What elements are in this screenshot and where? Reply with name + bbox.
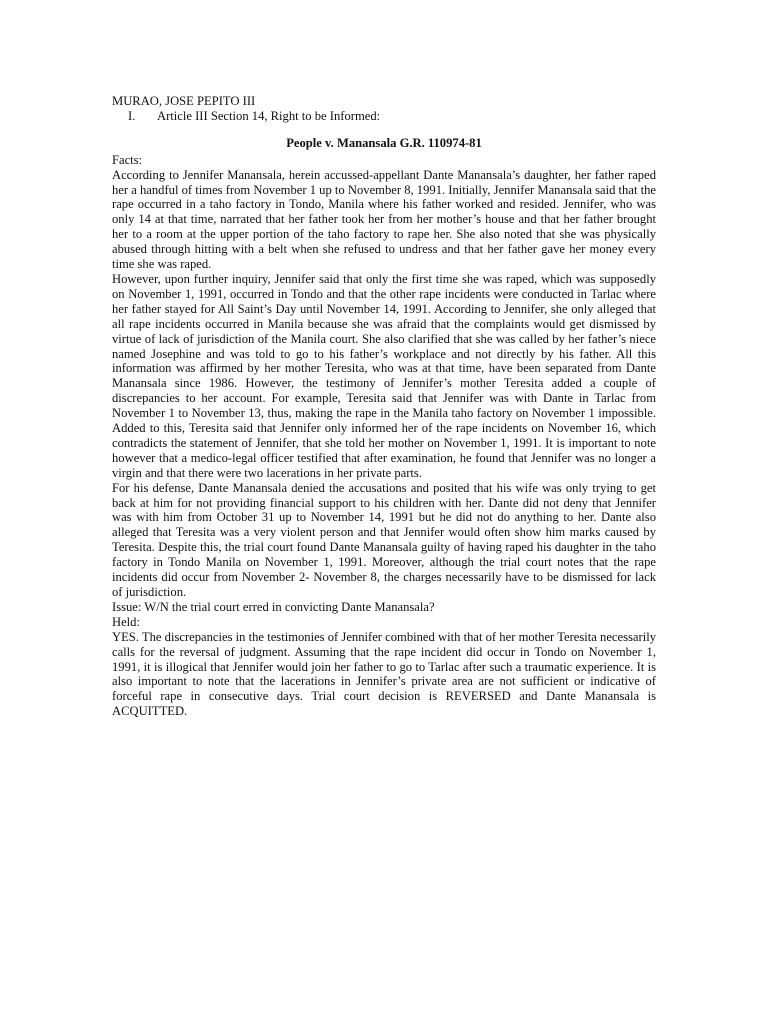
facts-paragraph: For his defense, Dante Manansala denied the accusations and posited that his wife was only trying to get back at him for not providing financial support to his children with her. Dante did not deny that Jennifer was with him from October 31 up to November 14, 1991 but he did not do anything to her. Dante also alleged that Teresita was a very violent person and that Jennifer would often show him marks caused by Teresita. Despite this, the trial court found Dante Manansala guilty of having raped his daughter in the taho factory in Tondo Manila on November 1, 1991. Moreover, although the trial court notes that the rape incidents did occur from November 2- November 8, the charges necessarily have to be dismissed for lack of jurisdiction.	[112, 480, 656, 599]
outline-text: Article III Section 14, Right to be Informed:	[157, 108, 381, 123]
case-title: People v. Manansala G.R. 110974-81	[286, 135, 482, 150]
document-content	[112, 94, 656, 719]
outline-number: I.	[128, 108, 136, 123]
facts-paragraph: However, upon further inquiry, Jennifer said that only the first time she was raped, which was supposedly on November 1, 1991, occurred in Tondo and that the other rape incidents were conducted in Tarlac where her father stayed for All Saint’s Day until November 14, 1991. According to Jennifer, she only alleged that all rape incidents occurred in Manila because she was afraid that the complaints would get dismissed by virtue of lack of jurisdiction of the Manila court. She also clarified that she was called by her father’s niece named Josephine and was told to go to his father’s workplace and not directly by his father. All this information was affirmed by her mother Teresita, who was at that time, have been separated from Dante Manansala since 1986. However, the testimony of Jennifer’s mother Teresita added a couple of discrepancies to her account. For example, Teresita said that Jennifer was with Dante in Tarlac from November 1 to November 13, thus, making the rape in the Manila taho factory on November 1 impossible. Added to this, Teresita said that Jennifer only informed her of the rape incidents on November 16, which contradicts the statement of Jennifer, that she told her mother on November 1, 1991. It is important to note however that a medico-legal officer testified that after examination, he found that Jennifer was no longer a virgin and that there were two lacerations in her private parts.	[112, 271, 656, 480]
facts-paragraph: According to Jennifer Manansala, herein accussed-appellant Dante Manansala’s daughter, her father raped her a handful of times from November 1 up to November 8, 1991. Initially, Jennifer Manansala said that the rape occurred in a taho factory in Tondo, Manila where his father worked and resided. Jennifer, who was only 14 at that time, narrated that her father took her from her mother’s house and that her father brought her to a room at the upper portion of the taho factory to rape her. She also noted that she was physically abused through hitting with a belt when she refused to undress and that her father gave her money every time she was raped.	[112, 167, 656, 272]
issue-line: Issue: W/N the trial court erred in convicting Dante Manansala?	[112, 599, 435, 614]
held-paragraph: YES. The discrepancies in the testimonies of Jennifer combined with that of her mother Teresita necessarily calls for the reversal of judgment. Assuming that the rape incident did occur in Tondo on November 1, 1991, it is illogical that Jennifer would join her father to go to Tarlac after such a traumatic experience. It is also important to note that the lacerations in Jennifer’s private area are not sufficient or indicative of forceful rape in consecutive days. Trial court decision is REVERSED and Dante Manansala is ACQUITTED.	[112, 629, 656, 719]
held-label: Held:	[112, 614, 140, 629]
outline-item	[112, 109, 656, 124]
author-name: MURAO, JOSE PEPITO III	[112, 94, 256, 108]
facts-label: Facts:	[112, 152, 143, 167]
